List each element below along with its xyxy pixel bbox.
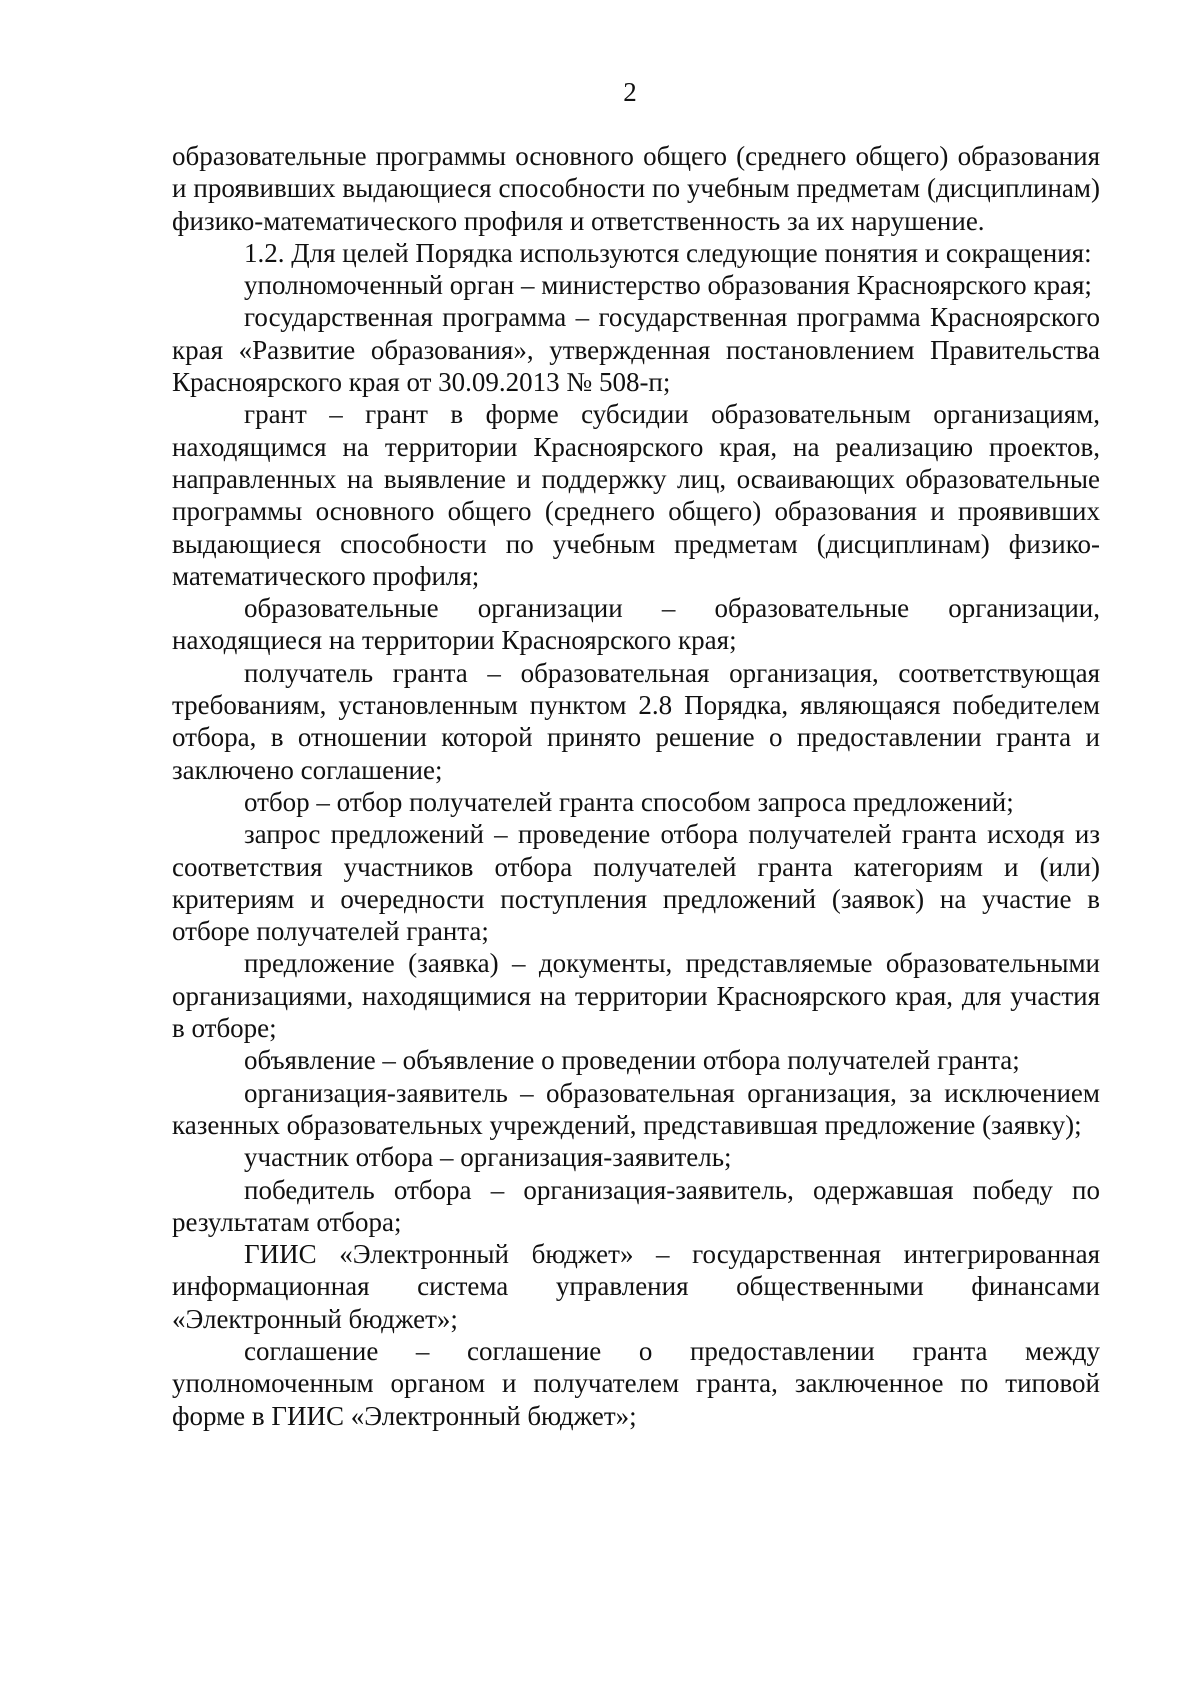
page-number: 2 [623, 77, 637, 107]
paragraph: образовательные организации – образовательные организации, находящиеся на территории Красноярского края; [172, 593, 1100, 656]
document-body [172, 140, 1100, 1432]
paragraph: отбор – отбор получателей гранта способом запроса предложений; [244, 786, 1014, 817]
paragraph: ГИИС «Электронный бюджет» – государственная интегрированная информационная система управления общественными финансами «Электронный бюджет»; [172, 1239, 1100, 1334]
paragraph: уполномоченный орган – министерство образования Красноярского края; [244, 270, 1092, 301]
paragraph: государственная программа – государственная программа Красноярского края «Развитие образования», утвержденная постановлением Правительства Красноярского края от 30.09.2013 № 508-п; [172, 302, 1100, 398]
paragraph: грант – грант в форме субсидии образовательным организациям, находящимся на территории Красноярского края, на реализацию проектов, направленных на выявление и поддержку лиц, осваивающих образовательные программы основного общего (среднего общего) образования и проявивших выдающиеся способности по учебным предметам (дисциплинам) физико-математического профиля; [172, 399, 1100, 591]
paragraph: 1.2. Для целей Порядка используются следующие понятия и сокращения: [244, 237, 1092, 268]
paragraph: объявление – объявление о проведении отбора получателей гранта; [244, 1045, 1020, 1076]
paragraph: образовательные программы основного общего (среднего общего) образования и проявивших выдающиеся способности по учебным предметам (дисциплинам) физико-математического профиля и ответственность за их нарушение. [172, 141, 1100, 236]
paragraph: победитель отбора – организация-заявитель, одержавшая победу по результатам отбора; [172, 1174, 1100, 1237]
paragraph: получатель гранта – образовательная организация, соответствующая требованиям, установленным пунктом 2.8 Порядка, являющаяся победителем отбора, в отношении которой принято решение о предоставлении гранта и заключено соглашение; [172, 657, 1100, 785]
paragraph: предложение (заявка) – документы, представляемые образовательными организациями, находящимися на территории Красноярского края, для участия в отборе; [172, 948, 1100, 1044]
paragraph: запрос предложений – проведение отбора получателей гранта исходя из соответствия участников отбора получателей гранта категориям и (или) критериям и очередности поступления предложений (заявок) на участие в отборе получателей гранта; [172, 819, 1100, 947]
paragraph: соглашение – соглашение о предоставлении гранта между уполномоченным органом и получателем гранта, заключенное по типовой форме в ГИИС «Электронный бюджет»; [172, 1335, 1100, 1431]
paragraph: организация-заявитель – образовательная организация, за исключением казенных образовательных учреждений, представившая предложение (заявку); [172, 1077, 1100, 1140]
paragraph: участник отбора – организация-заявитель; [244, 1142, 732, 1173]
